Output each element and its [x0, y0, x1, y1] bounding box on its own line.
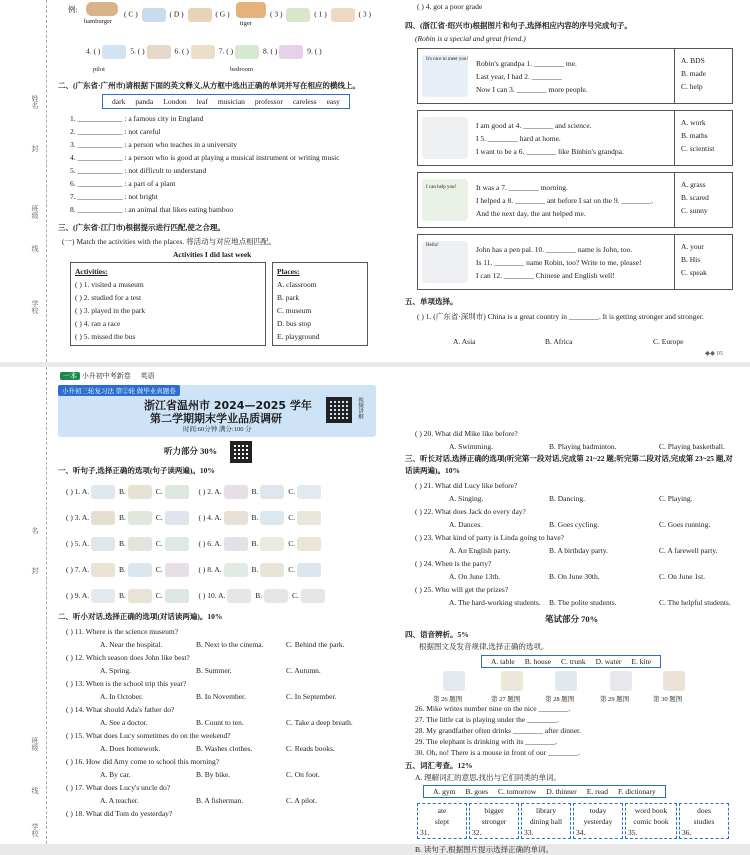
brand-logo-icon: 一本 — [60, 372, 80, 380]
options-row: A. Spring. B. Summer. C. Autumn. — [100, 666, 321, 675]
picture-question-row: ( ) 9. A. B. C. ( ) 10. A. B. C. — [66, 583, 378, 609]
binding-margin — [0, 367, 52, 844]
options-row: A. The hard-working students. B. The polite students. C. The helpful students. — [449, 598, 731, 607]
question: ( ) 15. What does Lucy sometimes do on the weekend? — [66, 731, 231, 740]
definition-item: 7. ____________ : not bright — [70, 192, 158, 201]
question: ( ) 25. Who will get the prizes? — [415, 585, 509, 594]
options-row: A. A teacher. B. A fisherman. C. A pilot. — [100, 796, 317, 805]
dialog-question-list — [66, 625, 378, 820]
figure-label: 第 26 题图 — [433, 696, 463, 703]
section-title: 三、(广东省·江门市)根据提示进行匹配,使之合理。 — [58, 223, 225, 232]
mc-option: A. Asia — [453, 337, 476, 346]
picture-question-grid — [66, 479, 378, 609]
definition-list — [70, 112, 370, 216]
option-list: A. your B. His C. speak — [674, 235, 734, 289]
top-page — [0, 0, 750, 362]
activities-heading: Activities: — [75, 267, 108, 276]
section-title: 三、听长对话,选择正确的选项(听完第一段对话,完成第 21~22 题;听完第二段对话,完成第 23~25 题,对话读两遍)。10% — [405, 454, 733, 475]
definition-item: 6. ____________ : a part of a plant — [70, 179, 176, 188]
question: ( ) 23. What kind of party is Linda going to have? — [415, 533, 564, 542]
picture-caption: pilot — [93, 66, 105, 73]
vocab-card: library dining hall 33. — [521, 803, 571, 839]
story-panel — [417, 48, 733, 104]
page-number: ◆◆ 05 — [705, 350, 724, 357]
question: ( ) 22. What does Jack do every day? — [415, 507, 526, 516]
match-item: ( ) 4. got a poor grade — [417, 2, 483, 11]
phonics-item: 28. My grandfather often drinks ________ after dinner. — [415, 726, 581, 735]
story-picture — [422, 117, 468, 159]
place-item: A. classroom — [277, 280, 317, 289]
section-subtitle: (一) Match the activities with the places. 将活动与对应地点相匹配。 — [62, 237, 277, 246]
example-answer: ( C ) ( D ) ( G ) — [124, 8, 230, 22]
mc-question: ( ) 1. (广东省·深圳市) China is a great country in ________. It is getting stronger and stronger. — [417, 312, 704, 321]
table-title: Activities I did last week — [173, 250, 252, 259]
margin-label: 封 — [31, 145, 39, 152]
tiger-picture — [236, 2, 266, 18]
phonics-items — [415, 703, 581, 758]
speech-bubble: It's nice to meet you! — [426, 57, 468, 62]
definition-item: 2. ____________ : not careful — [70, 127, 161, 136]
definition-item: 5. ____________ : not difficult to understand — [70, 166, 207, 175]
question: ( ) 13. When is the school trip this year? — [66, 679, 187, 688]
vocab-card: ate slept 31. — [417, 803, 467, 839]
section-subtitle: 根据图文及发音规律,选择正确的选项。 — [419, 642, 549, 651]
picture-question-row: ( ) 1. A. B. C. ( ) 2. A. B. C. — [66, 479, 378, 505]
margin-label: 姓名 — [31, 95, 39, 109]
long-dialog-questions — [415, 479, 740, 609]
table-picture — [501, 671, 523, 691]
binding-line — [46, 367, 47, 844]
section-title: 二、听小对话,选择正确的选项(对话读两遍)。10% — [58, 612, 223, 621]
options-row: A. See a doctor. B. Count to ten. C. Take a deep breath. — [100, 718, 353, 727]
exam-title: 浙江省温州市 2024—2025 学年 — [144, 399, 312, 412]
picture-caption: bedroom — [230, 66, 254, 73]
definition-item: 8. ____________ : an animal that likes eating bamboo — [70, 205, 234, 214]
activity-item: ( ) 1. visited a museum — [75, 280, 144, 289]
qr-code-icon[interactable] — [326, 397, 352, 423]
section-subtitle: (Robin is a special and great friend.) — [415, 34, 526, 43]
example-answer: ( 3 ) ( 1 ) ( 3 ) — [270, 8, 371, 22]
margin-label: 学校 — [31, 300, 39, 314]
question: ( ) 16. How did Amy come to school this morning? — [66, 757, 220, 766]
activities-box — [70, 262, 266, 346]
figure-label: 第 27 题图 — [491, 696, 521, 703]
story-lines: It was a 7. ________ morning. I helped a 8. ________ ant before I sat on the 9. ________. And the next day, the ant helped me. — [476, 183, 654, 218]
question: ( ) 11. Where is the science museum? — [66, 627, 179, 636]
mc-option: B. Africa — [545, 337, 573, 346]
question: ( ) 14. What should Ada's father do? — [66, 705, 175, 714]
binding-line — [46, 0, 47, 362]
question: ( ) 24. When is the party? — [415, 559, 492, 568]
kite-picture — [443, 671, 465, 691]
section-title: 二、(广东省·广州市)请根据下面的英文释义,从方框中选出正确的单词并写在相应的横线上。 — [58, 81, 360, 90]
margin-label: 名 — [31, 527, 39, 534]
definition-item: 4. ____________ : a person who is good at playing a musical instrument or writing music — [70, 153, 340, 162]
margin-label: 班级 — [31, 737, 39, 751]
section-title: 一、听句子,选择正确的选项(句子读两遍)。10% — [58, 466, 215, 475]
options-row: A. Singing. B. Dancing. C. Playing. — [449, 494, 693, 503]
places-heading: Places: — [277, 267, 300, 276]
definition-item: 1. ____________ : a famous city in England — [70, 114, 204, 123]
hamburger-picture — [86, 2, 118, 16]
exam-meta: 时间:60分钟 满分:100 分 — [183, 426, 252, 433]
activity-item: ( ) 3. played in the park — [75, 306, 146, 315]
word-bank: A. table B. house C. trunk D. water E. kite — [481, 655, 661, 668]
figure-label: 第 29 题图 — [600, 696, 630, 703]
picture-question-row: ( ) 3. A. B. C. ( ) 4. A. B. C. — [66, 505, 378, 531]
speech-bubble: I can help you! — [426, 185, 457, 190]
options-row: A. Dances. B. Goes cycling. C. Goes running. — [449, 520, 711, 529]
q20-block — [415, 427, 740, 453]
phonics-item: 26. Mike writes number nine on the nice ________. — [415, 704, 571, 713]
option-list: A. grass B. scared C. sunny — [674, 173, 734, 227]
binding-margin — [0, 0, 52, 362]
options-row: A. An English party. B. A birthday party. C. A farewell party. — [449, 546, 718, 555]
activity-item: ( ) 2. studied for a test — [75, 293, 142, 302]
phonics-item: 27. The little cat is playing under the ________. — [415, 715, 560, 724]
written-header: 笔试部分 70% — [545, 614, 599, 624]
section-title: 五、单项选择。 — [405, 297, 458, 306]
figure-label: 第 30 题图 — [653, 696, 683, 703]
option-list: A. work B. maths C. scientist — [674, 111, 734, 165]
story-panel — [417, 234, 733, 290]
word-bank: dark panda London leaf musician professor careless easy — [102, 94, 350, 109]
option-list: A. BDS B. made C. help — [674, 49, 734, 103]
bottom-page — [0, 367, 750, 854]
options-row: A. Swimming. B. Playing badminton. C. Playing basketball. — [449, 442, 725, 451]
vocab-card: bigger stronger 32. — [469, 803, 519, 839]
page-header: 一本 小升初中考新卷 英语 — [60, 371, 155, 381]
definition-item: 3. ____________ : a person who teaches in a university — [70, 140, 238, 149]
example-label: 例: — [68, 5, 78, 14]
picture-question-row: ( ) 7. A. B. C. ( ) 8. A. B. C. — [66, 557, 378, 583]
water-picture — [555, 671, 577, 691]
phonics-item: 29. The elephant is drinking with its ________. — [415, 737, 558, 746]
margin-label: 班级 — [31, 205, 39, 219]
margin-label: 线 — [31, 245, 39, 252]
place-item: E. playground — [277, 332, 320, 341]
margin-label: 封 — [31, 567, 39, 574]
picture-match-row: 4. ( ) 5. ( ) 6. ( ) 7. ( ) 8. ( ) 9. ( ) — [86, 45, 322, 59]
story-lines: John has a pen pal. 10. ________ name is John, too. Is 11. ________ name Robin, too? Write to me, please! I can 12. ________ Chinese and English well! — [476, 245, 642, 280]
mc-option: C. Europe — [653, 337, 684, 346]
options-row: A. Does homework. B. Washes clothes. C. Reads books. — [100, 744, 335, 753]
options-row: A. On June 13th. B. On June 30th. C. On June 1st. — [449, 572, 706, 581]
options-row: A. By car. B. By bike. C. On foot. — [100, 770, 320, 779]
vocab-card: today yesterday 34. — [573, 803, 623, 839]
section-title: 四、(浙江省·绍兴市)根据图片和句子,选择相应内容的序号完成句子。 — [405, 21, 632, 30]
activity-item: ( ) 5. missed the bus — [75, 332, 136, 341]
word-bank: A. gym B. goes C. tomorrow D. thinner E. read F. dictionary — [423, 785, 666, 798]
question: ( ) 21. What did Lucy like before? — [415, 481, 518, 490]
options-row: A. Near the hospital. B. Next to the cinema. C. Behind the park. — [100, 640, 345, 649]
story-panel — [417, 172, 733, 228]
exam-title: 第二学期期末学业品质调研 — [150, 412, 282, 425]
vocab-card: word book comic book 35. — [625, 803, 677, 839]
qr-label: 视频讲解 — [357, 397, 363, 419]
options-row: A. In October. B. In November. C. In September. — [100, 692, 337, 701]
qr-code-icon[interactable] — [230, 441, 252, 463]
question: ( ) 12. Which season does John like best? — [66, 653, 190, 662]
activity-item: ( ) 4. ran a race — [75, 319, 121, 328]
section-subtitle: B. 读句子,根据图片提示选择正确的单词。 — [415, 845, 554, 854]
story-lines: I am good at 4. ________ and science. I 5. ________ hard at home. I want to be a 6. ________ like Binbin's grandpa. — [476, 121, 624, 156]
house-picture — [663, 671, 685, 691]
section-title: 四、语音辨析。5% — [405, 630, 469, 639]
section-subtitle: A. 理解词汇的意思,找出与它们同类的单词。 — [415, 773, 562, 782]
section-title: 五、词汇考查。12% — [405, 761, 473, 770]
elephant-picture — [610, 671, 632, 691]
phonics-item: 30. Oh, no! There is a mouse in front of our ________. — [415, 748, 580, 757]
place-item: C. museum — [277, 306, 312, 315]
story-panel — [417, 110, 733, 166]
picture-caption: hamburger — [84, 18, 113, 25]
picture-question-row: ( ) 5. A. B. C. ( ) 6. A. B. C. — [66, 531, 378, 557]
margin-label: 线 — [31, 787, 39, 794]
question: ( ) 20. What did Mike like before? — [415, 429, 518, 438]
vocab-card: does studies 36. — [679, 803, 729, 839]
places-box — [272, 262, 368, 346]
figure-label: 第 28 题图 — [545, 696, 575, 703]
place-item: D. bus stop — [277, 319, 311, 328]
picture-caption: tiger — [240, 20, 252, 27]
margin-label: 学校 — [31, 823, 39, 837]
listening-header: 听力部分 30% — [164, 446, 218, 456]
speech-bubble: Hello! — [426, 243, 439, 248]
place-item: B. park — [277, 293, 300, 302]
banner-tag: 小升初三轮复习法 第②轮 做毕业真题卷 — [58, 385, 180, 396]
story-lines: Robin's grandpa 1. ________ me. Last year, I had 2. ________ Now I can 3. ________ more people. — [476, 59, 588, 94]
question: ( ) 17. What does Lucy's uncle do? — [66, 783, 171, 792]
question: ( ) 18. What did Tom do yesterday? — [66, 809, 173, 818]
